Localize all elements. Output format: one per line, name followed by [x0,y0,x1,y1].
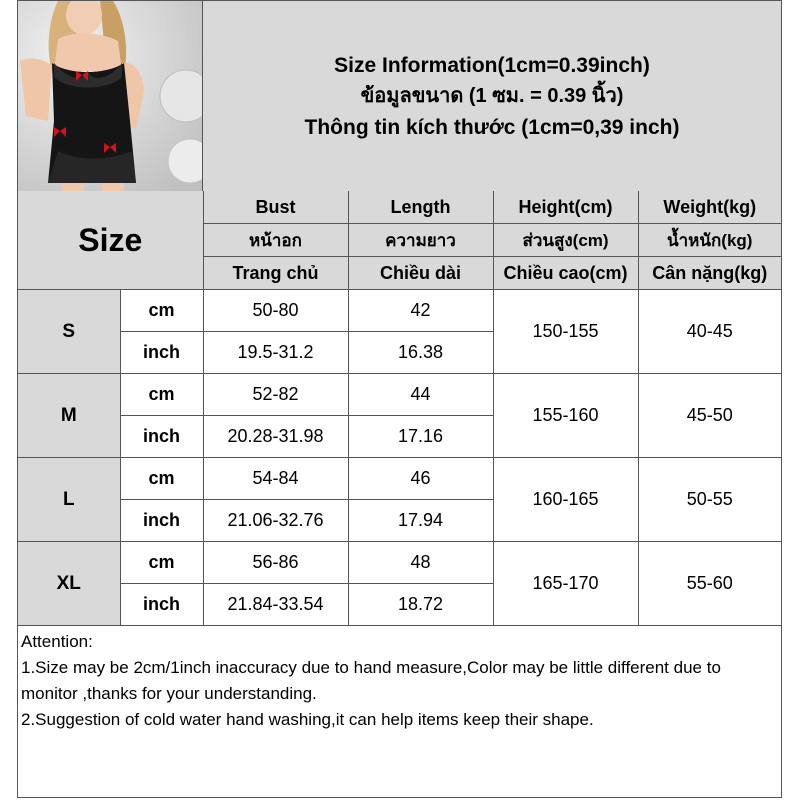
weight-value: 50-55 [638,458,781,542]
bust-inch: 21.84-33.54 [203,584,348,626]
bust-cm: 50-80 [203,290,348,332]
length-inch: 16.38 [348,332,493,374]
header-weight-vi: Cân nặng(kg) [638,257,781,290]
header-height-th: ส่วนสูง(cm) [493,224,638,257]
unit-inch: inch [120,332,203,374]
size-info-english: Size Information(1cm=0.39inch) [334,53,650,77]
table-row [18,542,781,584]
length-inch: 17.16 [348,416,493,458]
attention-note-2: 2.Suggestion of cold water hand washing,it can help items keep their shape. [21,710,594,729]
unit-inch: inch [120,500,203,542]
table-row [18,290,781,332]
attention-note-1: 1.Size may be 2cm/1inch inaccuracy due to hand measure,Color may be little different due to monitor ,thanks for your understanding. [21,658,721,703]
header-weight-en: Weight(kg) [638,191,781,224]
height-value: 165-170 [493,542,638,626]
size-information-panel [203,1,781,191]
length-inch: 17.94 [348,500,493,542]
size-label-xl: XL [18,542,120,626]
table-row [18,458,781,500]
bust-inch: 21.06-32.76 [203,500,348,542]
chart-header [18,1,781,192]
bust-cm: 56-86 [203,542,348,584]
size-info-vietnamese: Thông tin kích thước (1cm=0,39 inch) [304,115,680,139]
unit-inch: inch [120,584,203,626]
attention-notes [21,629,781,733]
weight-value: 45-50 [638,374,781,458]
header-length-th: ความยาว [348,224,493,257]
header-bust-vi: Trang chủ [203,257,348,290]
product-photo [18,1,203,191]
unit-cm: cm [120,374,203,416]
table-header-row [18,191,781,224]
height-value: 160-165 [493,458,638,542]
weight-value: 55-60 [638,542,781,626]
size-info-thai: ข้อมูลขนาด (1 ซม. = 0.39 นิ้ว) [360,84,624,107]
unit-cm: cm [120,458,203,500]
height-value: 155-160 [493,374,638,458]
weight-value: 40-45 [638,290,781,374]
table-row [18,374,781,416]
unit-cm: cm [120,542,203,584]
header-bust-th: หน้าอก [203,224,348,257]
bust-cm: 52-82 [203,374,348,416]
bust-cm: 54-84 [203,458,348,500]
height-value: 150-155 [493,290,638,374]
size-table [18,191,781,626]
unit-cm: cm [120,290,203,332]
bust-inch: 19.5-31.2 [203,332,348,374]
length-cm: 44 [348,374,493,416]
header-length-en: Length [348,191,493,224]
attention-title: Attention: [21,632,93,651]
size-column-header: Size [18,191,203,290]
header-height-en: Height(cm) [493,191,638,224]
size-label-l: L [18,458,120,542]
product-photo-illustration [18,1,202,191]
length-cm: 42 [348,290,493,332]
header-height-vi: Chiều cao(cm) [493,257,638,290]
unit-inch: inch [120,416,203,458]
header-length-vi: Chiều dài [348,257,493,290]
length-cm: 48 [348,542,493,584]
length-cm: 46 [348,458,493,500]
header-bust-en: Bust [203,191,348,224]
header-weight-th: น้ำหนัก(kg) [638,224,781,257]
size-chart [17,0,782,798]
size-label-m: M [18,374,120,458]
size-label-s: S [18,290,120,374]
length-inch: 18.72 [348,584,493,626]
bust-inch: 20.28-31.98 [203,416,348,458]
